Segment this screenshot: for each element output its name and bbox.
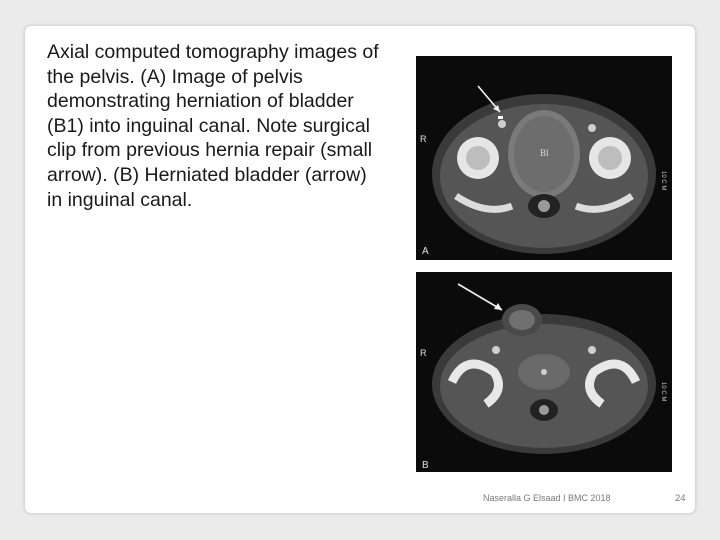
ct-a-scale-label: 10 C M [660, 171, 666, 191]
slide-footer: Naseralla G Elsaad I BMC 2018 [483, 493, 611, 503]
ct-a-panel-letter: A [422, 246, 429, 257]
ct-a-bladder-label: Bl [540, 148, 549, 158]
ct-image-b [416, 272, 672, 472]
ct-a-side-label: R [420, 134, 427, 144]
page-number: 24 [675, 493, 686, 504]
ct-b-side-label: R [420, 348, 427, 358]
ct-b-scale-label: 10 C M [660, 382, 666, 402]
ct-b-panel-letter: B [422, 460, 429, 471]
ct-image-a [416, 56, 672, 260]
slide-caption: Axial computed tomography images of the pelvis. (A) Image of pelvis demonstrating herniation of bladder (B1) into inguinal canal. Note surgical clip from previous hernia repair (small arrow). (B) Herniated bladder (arrow) in inguinal canal. [47, 41, 379, 211]
